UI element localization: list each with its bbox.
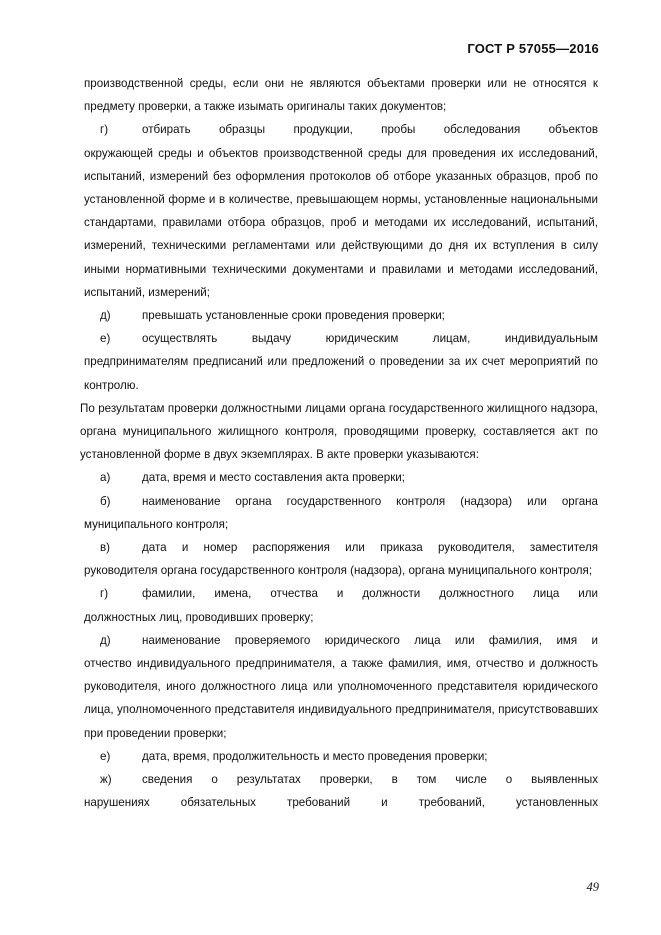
list-item-first-line: дата и номер распоряжения или приказа руководителя, заместителя: [142, 541, 598, 555]
list-item-first-line: наименование органа государственного контроля (надзора) или органа: [142, 494, 598, 508]
list-item-first-line: наименование проверяемого юридического лица или фамилия, имя и: [142, 633, 598, 647]
list-item-first-line: осуществлять выдачу юридическим лицам, индивидуальным: [142, 332, 598, 346]
list-restrictions: [84, 118, 598, 396]
list-item: [84, 490, 598, 536]
list-marker: б): [100, 494, 111, 508]
list-marker: е): [100, 332, 111, 346]
list-item-continuation: отчество индивидуального предпринимателя, а также фамилия, имя, отчество и должность руководителя, иного должностного лица или уполномоченного представителя юридического лица, уполномоченного представителя индивидуального предпринимателя, присутствовавших при проведении проверки;: [84, 657, 598, 740]
list-item-first-line: дата, время, продолжительность и место проведения проверки;: [142, 749, 488, 763]
act-paragraph: По результатам проверки должностными лицами органа государственного жилищного надзора, органа муниципального жилищного контроля, проводящими проверку, составляется акт по установленной форме в двух экземплярах. В акте проверки указываются:: [80, 401, 598, 462]
list-item-continuation: нарушениях обязательных требований и требований, установленных: [84, 796, 598, 810]
list-marker: д): [100, 633, 111, 647]
list-marker: а): [100, 471, 111, 485]
list-item-first-line: фамилии, имена, отчества и должности должностного лица или: [142, 587, 598, 601]
document-body: [80, 72, 598, 815]
list-item-first-line: сведения о результатах проверки, в том числе о выявленных: [142, 773, 598, 787]
list-item-first-line: превышать установленные сроки проведения проверки;: [142, 309, 445, 323]
list-item: [84, 745, 598, 768]
page-number: 49: [586, 880, 599, 894]
list-marker: г): [100, 123, 109, 137]
list-act-contents: [84, 466, 598, 814]
list-marker: е): [100, 749, 111, 763]
list-item: [84, 304, 598, 327]
list-marker: г): [100, 587, 109, 601]
list-item-continuation: муниципального контроля;: [84, 517, 229, 531]
document-code-header: ГОСТ Р 57055—2016: [467, 41, 599, 56]
list-item-continuation: должностных лиц, проводивших проверку;: [84, 610, 314, 624]
list-item: [84, 466, 598, 489]
list-item-continuation: руководителя органа государственного контроля (надзора), органа муниципального контроля;: [84, 564, 593, 578]
list-marker: в): [100, 541, 111, 555]
intro-paragraph: производственной среды, если они не являются объектами проверки или не относятся к предмету проверки, а также изымать оригиналы таких документов;: [84, 77, 598, 114]
list-marker: ж): [100, 773, 112, 787]
list-item-continuation: предпринимателям предписаний или предложений о проведении за их счет мероприятий по контролю.: [84, 355, 598, 392]
list-item: [84, 327, 598, 397]
list-item-first-line: дата, время и место составления акта проверки;: [142, 471, 405, 485]
list-item: [84, 629, 598, 745]
list-item-first-line: отбирать образцы продукции, пробы обследования объектов: [142, 123, 598, 137]
list-item-continuation: окружающей среды и объектов производственной среды для проведения их исследований, испытаний, измерений без оформления протоколов об отборе указанных образцов, проб по установленной форме и в количестве, превышающем нормы, установленные национальными стандартами, правилами отбора образцов, проб и методами их исследований, испытаний, измерений, техническими регламентами или действующими до дня их вступления в силу иными нормативными техническими документами и правилами и методами исследований, испытаний, измерений;: [84, 146, 598, 299]
list-item: [84, 118, 598, 304]
list-item: [84, 768, 598, 814]
list-item: [84, 582, 598, 628]
list-item: [84, 536, 598, 582]
list-marker: д): [100, 309, 111, 323]
